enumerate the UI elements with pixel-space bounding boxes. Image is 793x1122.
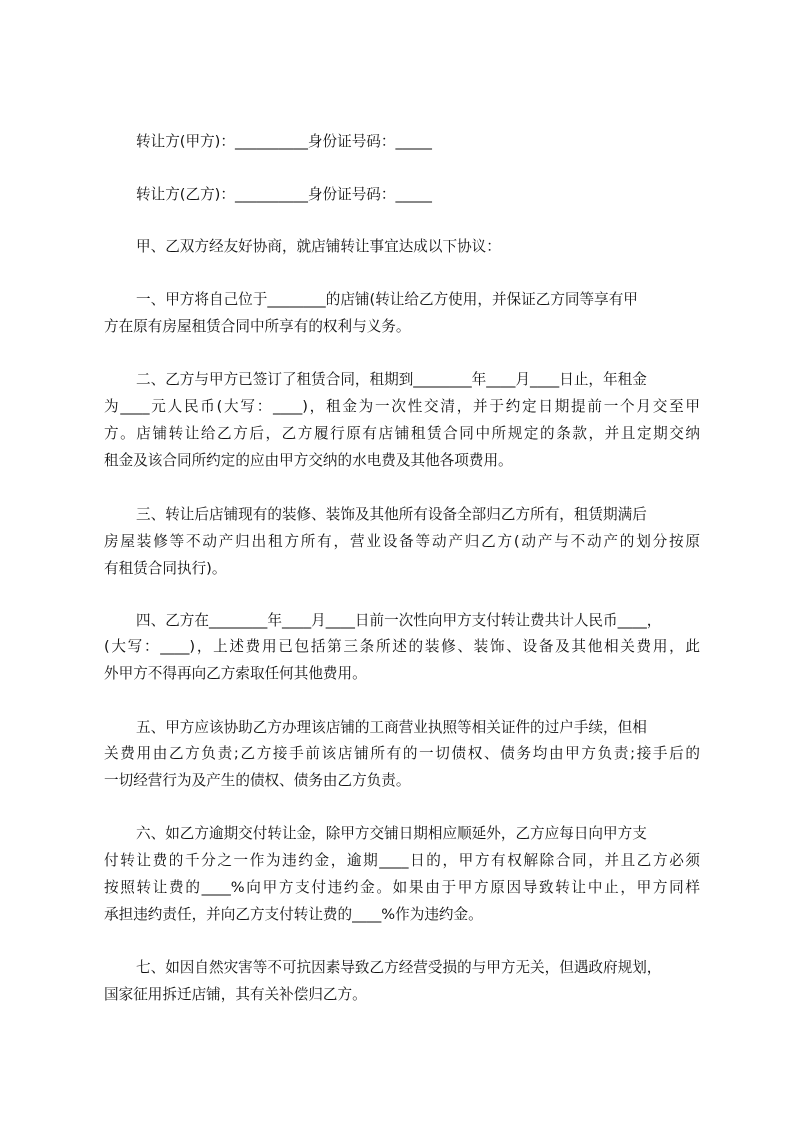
party-a-line: 转让方(甲方)：__________身份证号码：_____ [136, 133, 432, 150]
clause-6-line-3: 按照转让费的____%向甲方支付违约金。如果由于甲方原因导致转让中止，甲方同样 [104, 879, 700, 896]
clause-2-line-3: 方。店铺转让给乙方后，乙方履行原有店铺租赁合同中所规定的条款，并且定期交纳 [104, 425, 700, 442]
clause-1-line-2: 方在原有房屋租赁合同中所享有的权利与义务。 [104, 318, 411, 335]
clause-7-line-1: 七、如因自然灾害等不可抗因素导致乙方经营受损的与甲方无关，但遇政府规划， [136, 959, 662, 976]
clause-2-line-4: 租金及该合同所约定的应由甲方交纳的水电费及其他各项费用。 [104, 452, 513, 469]
clause-4-line-2: (大写：____)，上述费用已包括第三条所述的装修、装饰、设备及其他相关费用，此 [104, 638, 700, 655]
clause-5-line-3: 一切经营行为及产生的债权、债务由乙方负责。 [104, 772, 411, 789]
clause-5-line-2: 关费用由乙方负责;乙方接手前该店铺所有的一切债权、债务均由甲方负责;接手后的 [104, 745, 700, 762]
clause-5-line-1: 五、甲方应该协助乙方办理该店铺的工商营业执照等相关证件的过户手续，但相 [136, 719, 647, 736]
intro-line: 甲、乙双方经友好协商，就店铺转让事宜达成以下协议： [136, 238, 501, 255]
clause-6-line-4: 承担违约责任，并向乙方支付转让费的____%作为违约金。 [104, 906, 483, 923]
clause-1-line-1: 一、甲方将自己位于________的店铺(转让给乙方使用，并保证乙方同等享有甲 [136, 291, 638, 308]
party-b-line: 转让方(乙方)：__________身份证号码：_____ [136, 186, 432, 203]
clause-3-line-2: 房屋装修等不动产归出租方所有，营业设备等动产归乙方(动产与不动产的划分按原 [104, 533, 700, 550]
clause-4-line-1: 四、乙方在________年____月____日前一次性向甲方支付转让费共计人民币____， [136, 612, 662, 629]
clause-4-line-3: 外甲方不得再向乙方索取任何其他费用。 [104, 665, 367, 682]
clause-6-line-2: 付转让费的千分之一作为违约金，逾期____日的，甲方有权解除合同，并且乙方必须 [104, 852, 700, 869]
clause-2-line-2: 为____元人民币(大写：____)，租金为一次性交清，并于约定日期提前一个月交至甲 [104, 398, 700, 415]
clause-3-line-1: 三、转让后店铺现有的装修、装饰及其他所有设备全部归乙方所有，租赁期满后 [136, 506, 647, 523]
clause-6-line-1: 六、如乙方逾期交付转让金，除甲方交铺日期相应顺延外，乙方应每日向甲方支 [136, 825, 647, 842]
clause-2-line-1: 二、乙方与甲方已签订了租赁合同，租期到________年____月____日止，年租金 [136, 371, 647, 388]
clause-3-line-3: 有租赁合同执行)。 [104, 560, 227, 577]
clause-7-line-2: 国家征用拆迁店铺，其有关补偿归乙方。 [104, 986, 367, 1003]
